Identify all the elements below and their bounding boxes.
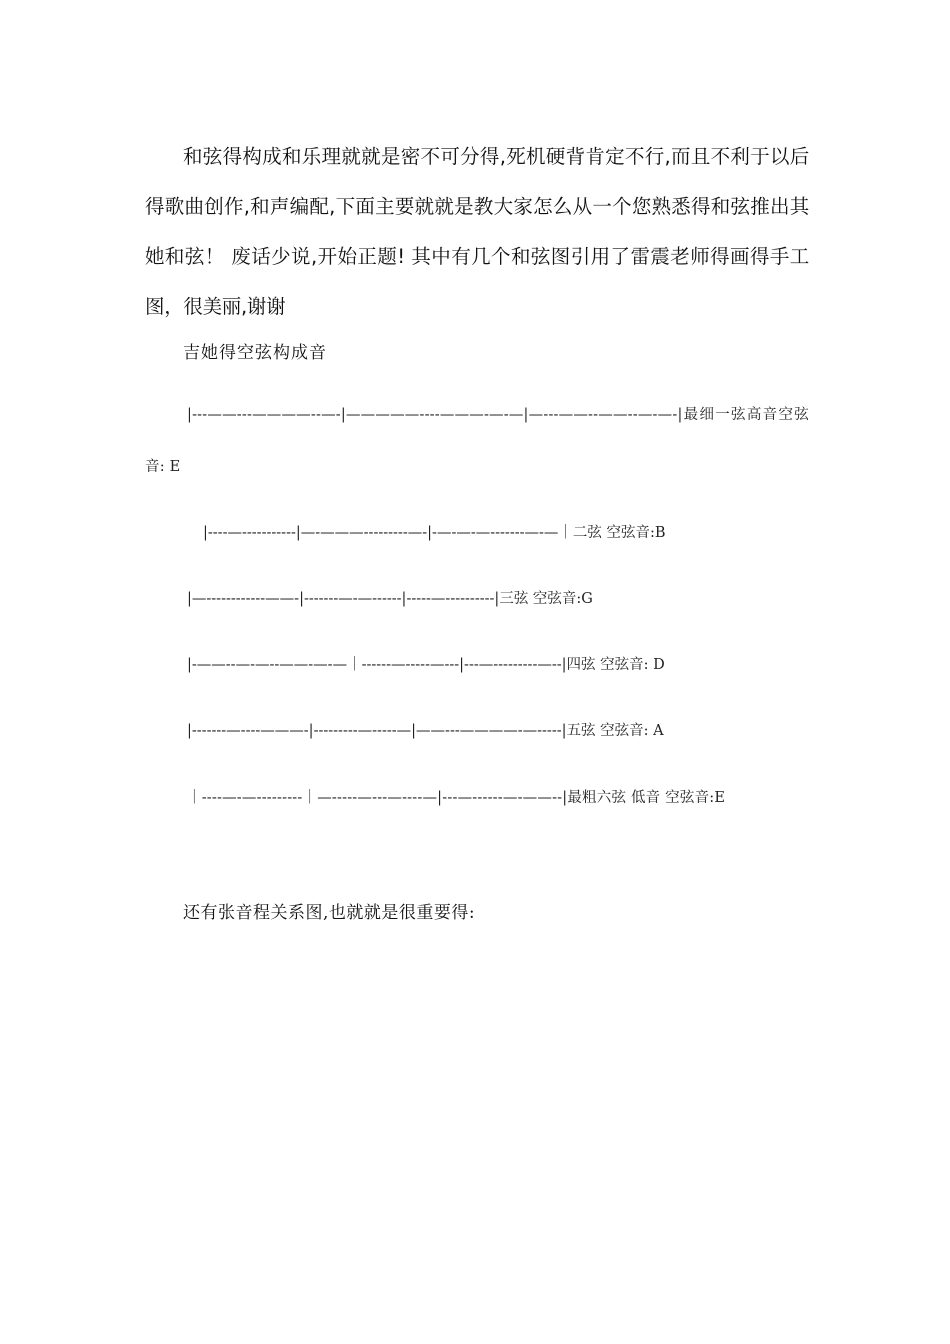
string-6-tab-line: ｜----—-—---------｜—-----—---—----—|---—------—-——--|最粗六弦 低音 空弦音:E bbox=[187, 790, 726, 806]
section-heading: 吉她得空弦构成音 bbox=[183, 343, 327, 363]
intro-paragraph: 和弦得构成和乐理就就是密不可分得,死机硬背肯定不行,而且不利于以后得歌曲创作,和声编配,下面主要就就是教大家怎么从一个您熟悉得和弦推出其她和弦！ 废话少说,开始正题! 其中有几个和弦图引用了雷震老师得画得手工图，很美丽,谢谢 bbox=[145, 145, 809, 318]
string-3-tab-line: |—------------——-|-------—-—------|-----—----------|三弦 空弦音:G bbox=[187, 591, 593, 607]
string-1-tab-line: |---——---————--—-|—————----———-—-—|—---——--——--—-—-|最细一弦高音空弦音: E bbox=[145, 407, 809, 475]
closing-sentence: 还有张音程关系图,也就就是很重要得: bbox=[183, 903, 476, 923]
string-4-tab-line: |-——--—-—--——-—-—｜------—-----—---|---—---------—--|四弦 空弦音: D bbox=[187, 657, 665, 673]
string-5-tab-line: |-------—----———-|---------—-----—|——---————-—-----|五弦 空弦音: A bbox=[187, 723, 664, 739]
string-2-tab-line: |----—-----------|—-———---------—-|-—-—-—-------—-—｜二弦 空弦音:B bbox=[203, 525, 666, 541]
